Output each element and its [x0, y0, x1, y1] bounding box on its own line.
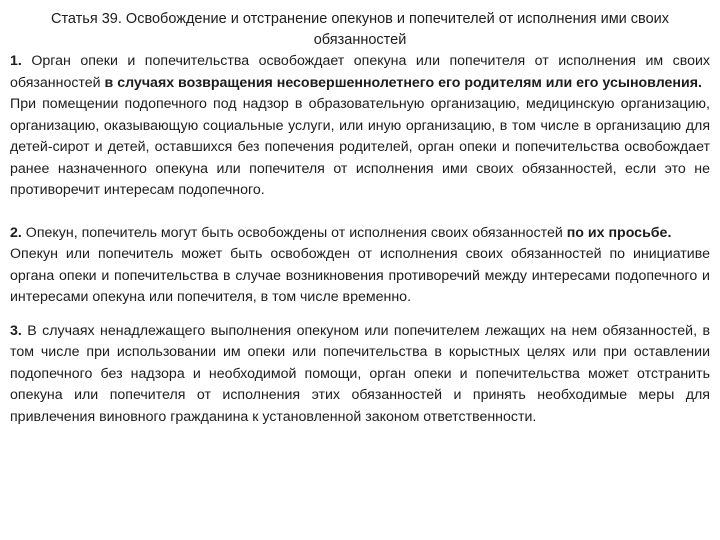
paragraph-1	[10, 51, 710, 94]
paragraph-3-number: 3.	[10, 322, 22, 339]
paragraph-2-bold-text: по их просьбе.	[566, 224, 672, 241]
paragraph-1-bold-text: в случаях возвращения несовершеннолетнего его родителям или его усыновления.	[104, 74, 702, 91]
paragraph-1-text: Орган опеки и попечительства освобождает опекуна или попечителя от исполнения им своих обязанностей	[10, 53, 710, 91]
article-title: Статья 39. Освобождение и отстранение опекунов и попечителей от исполнения ими своих обязанностей	[50, 11, 670, 48]
paragraph-2-number: 2.	[10, 224, 22, 241]
paragraph-2-text: Опекун, попечитель могут быть освобождены от исполнения своих обязанностей	[21, 224, 567, 241]
paragraph-2-continuation: Опекун или попечитель может быть освобожден от исполнения своих обязанностей по инициативе органа опеки и попечительства в случае возникновения противоречий между интересами подопечного и интересами опекуна или попечителя, в том числе временно.	[10, 246, 710, 305]
paragraph-3-text: В случаях ненадлежащего выполнения опекуном или попечителем лежащих на нем обязанностей, в том числе при использовании им опеки или попечительства в корыстных целях или при оставлении подопечного без надзора и необходимой помощи, орган опеки и попечительства может отстранить опекуна или попечителя от исполнения этих обязанностей и принять необходимые меры для привлечения виновного гражданина к установленной законом ответственности.	[10, 322, 710, 425]
paragraph-1-number: 1.	[10, 53, 22, 69]
paragraph-1-continuation: При помещении подопечного под надзор в образовательную организацию, медицинскую организацию, организацию, оказывающую социальные услуги, или иную организацию, в том числе в организацию для детей-сирот и детей, оставшихся без попечения родителей, орган опеки и попечительства освобождает ранее назначенного опекуна или попечителя от исполнения ими своих обязанностей, если это не противоречит интересам подопечного.	[10, 96, 710, 198]
paragraph-2	[10, 223, 710, 245]
paragraph-3	[10, 321, 710, 429]
